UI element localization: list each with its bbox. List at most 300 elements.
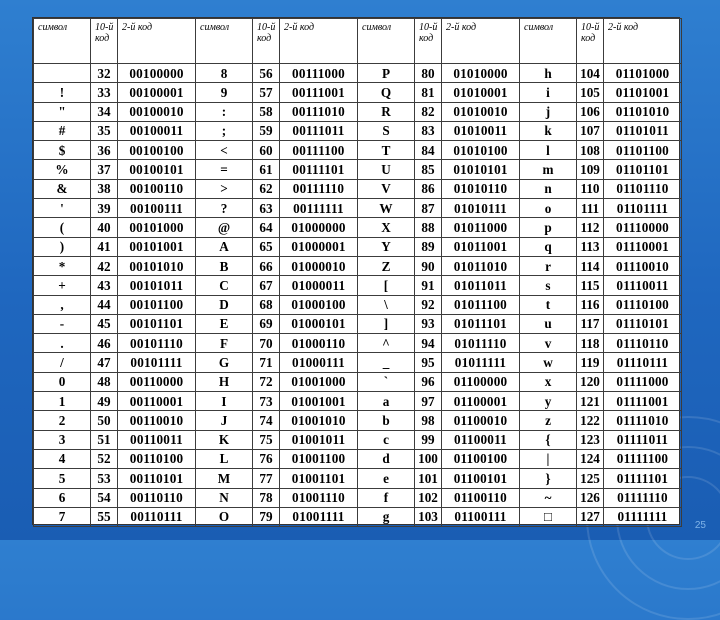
decimal-code-cell: 96 <box>415 372 442 391</box>
ascii-table-sheet <box>32 17 680 525</box>
binary-code-cell: 00101100 <box>118 295 196 314</box>
decimal-code-cell: 104 <box>577 64 604 83</box>
decimal-code-cell: 35 <box>91 121 118 140</box>
binary-code-cell: 00110110 <box>118 488 196 507</box>
binary-code-cell: 01111001 <box>604 392 682 411</box>
symbol-cell: [ <box>358 276 415 295</box>
table-body <box>34 64 682 527</box>
decimal-code-cell: 99 <box>415 430 442 449</box>
binary-code-cell: 00111100 <box>280 141 358 160</box>
binary-code-cell: 01110000 <box>604 218 682 237</box>
symbol-cell: J <box>196 411 253 430</box>
binary-code-cell: 01111010 <box>604 411 682 430</box>
symbol-cell: r <box>520 256 577 275</box>
decimal-code-cell: 88 <box>415 218 442 237</box>
symbol-cell: @ <box>196 218 253 237</box>
symbol-cell: D <box>196 295 253 314</box>
table-row <box>34 102 682 121</box>
binary-code-cell: 01101111 <box>604 199 682 218</box>
symbol-cell: q <box>520 237 577 256</box>
binary-code-cell: 01100111 <box>442 507 520 526</box>
symbol-cell: p <box>520 218 577 237</box>
decimal-code-cell: 46 <box>91 334 118 353</box>
binary-code-cell: 01101110 <box>604 179 682 198</box>
table-row <box>34 276 682 295</box>
binary-code-cell: 01011010 <box>442 256 520 275</box>
symbol-cell: ! <box>34 83 91 102</box>
header-bin-code: 2-й код <box>442 19 520 64</box>
binary-code-cell: 01010110 <box>442 179 520 198</box>
binary-code-cell: 01100011 <box>442 430 520 449</box>
table-header-row <box>34 19 682 64</box>
symbol-cell: 2 <box>34 411 91 430</box>
decimal-code-cell: 95 <box>415 353 442 372</box>
binary-code-cell: 01111101 <box>604 469 682 488</box>
binary-code-cell: 00101011 <box>118 276 196 295</box>
symbol-cell: e <box>358 469 415 488</box>
binary-code-cell: 01000010 <box>280 256 358 275</box>
decimal-code-cell: 114 <box>577 256 604 275</box>
table-row <box>34 449 682 468</box>
decimal-code-cell: 49 <box>91 392 118 411</box>
header-bin-code: 2-й код <box>280 19 358 64</box>
decimal-code-cell: 60 <box>253 141 280 160</box>
decimal-code-cell: 37 <box>91 160 118 179</box>
binary-code-cell: 01010001 <box>442 83 520 102</box>
decimal-code-cell: 102 <box>415 488 442 507</box>
decimal-code-cell: 36 <box>91 141 118 160</box>
symbol-cell: _ <box>358 353 415 372</box>
binary-code-cell: 01010100 <box>442 141 520 160</box>
symbol-cell: ^ <box>358 334 415 353</box>
decimal-code-cell: 98 <box>415 411 442 430</box>
symbol-cell: u <box>520 314 577 333</box>
table-row <box>34 488 682 507</box>
binary-code-cell: 00100100 <box>118 141 196 160</box>
binary-code-cell: 01101101 <box>604 160 682 179</box>
decimal-code-cell: 120 <box>577 372 604 391</box>
symbol-cell: = <box>196 160 253 179</box>
symbol-cell: & <box>34 179 91 198</box>
header-symbol: символ <box>358 19 415 64</box>
binary-code-cell: 00110101 <box>118 469 196 488</box>
symbol-cell: 7 <box>34 507 91 526</box>
decimal-code-cell: 126 <box>577 488 604 507</box>
decimal-code-cell: 44 <box>91 295 118 314</box>
decimal-code-cell: 119 <box>577 353 604 372</box>
decimal-code-cell: 110 <box>577 179 604 198</box>
symbol-cell: " <box>34 102 91 121</box>
decimal-code-cell: 111 <box>577 199 604 218</box>
binary-code-cell: 01011011 <box>442 276 520 295</box>
symbol-cell: K <box>196 430 253 449</box>
binary-code-cell: 00111110 <box>280 179 358 198</box>
symbol-cell: E <box>196 314 253 333</box>
symbol-cell: ~ <box>520 488 577 507</box>
decimal-code-cell: 53 <box>91 469 118 488</box>
decimal-code-cell: 50 <box>91 411 118 430</box>
decimal-code-cell: 59 <box>253 121 280 140</box>
decimal-code-cell: 34 <box>91 102 118 121</box>
decimal-code-cell: 113 <box>577 237 604 256</box>
symbol-cell: : <box>196 102 253 121</box>
symbol-cell: W <box>358 199 415 218</box>
symbol-cell: M <box>196 469 253 488</box>
symbol-cell: v <box>520 334 577 353</box>
decimal-code-cell: 90 <box>415 256 442 275</box>
binary-code-cell: 01100101 <box>442 469 520 488</box>
decimal-code-cell: 39 <box>91 199 118 218</box>
symbol-cell: 5 <box>34 469 91 488</box>
symbol-cell: # <box>34 121 91 140</box>
symbol-cell: X <box>358 218 415 237</box>
symbol-cell <box>34 64 91 83</box>
binary-code-cell: 00100000 <box>118 64 196 83</box>
binary-code-cell: 00111111 <box>280 199 358 218</box>
binary-code-cell: 01001110 <box>280 488 358 507</box>
binary-code-cell: 00101111 <box>118 353 196 372</box>
decimal-code-cell: 112 <box>577 218 604 237</box>
table-row <box>34 199 682 218</box>
header-dec-code: 10-й код <box>577 19 604 64</box>
symbol-cell: . <box>34 334 91 353</box>
symbol-cell: □ <box>520 507 577 526</box>
binary-code-cell: 01011001 <box>442 237 520 256</box>
decimal-code-cell: 103 <box>415 507 442 526</box>
binary-code-cell: 01011100 <box>442 295 520 314</box>
decimal-code-cell: 33 <box>91 83 118 102</box>
binary-code-cell: 00101001 <box>118 237 196 256</box>
symbol-cell: n <box>520 179 577 198</box>
decimal-code-cell: 84 <box>415 141 442 160</box>
symbol-cell: I <box>196 392 253 411</box>
symbol-cell: - <box>34 314 91 333</box>
symbol-cell: / <box>34 353 91 372</box>
table-row <box>34 314 682 333</box>
binary-code-cell: 01001011 <box>280 430 358 449</box>
symbol-cell: s <box>520 276 577 295</box>
table-row <box>34 160 682 179</box>
binary-code-cell: 00110111 <box>118 507 196 526</box>
binary-code-cell: 01011111 <box>442 353 520 372</box>
decimal-code-cell: 61 <box>253 160 280 179</box>
symbol-cell: m <box>520 160 577 179</box>
binary-code-cell: 01010000 <box>442 64 520 83</box>
decimal-code-cell: 74 <box>253 411 280 430</box>
binary-code-cell: 01000001 <box>280 237 358 256</box>
symbol-cell: l <box>520 141 577 160</box>
symbol-cell: T <box>358 141 415 160</box>
header-symbol: символ <box>196 19 253 64</box>
symbol-cell: z <box>520 411 577 430</box>
table-row <box>34 507 682 526</box>
table-row <box>34 64 682 83</box>
decimal-code-cell: 81 <box>415 83 442 102</box>
binary-code-cell: 01100010 <box>442 411 520 430</box>
symbol-cell: } <box>520 469 577 488</box>
decimal-code-cell: 64 <box>253 218 280 237</box>
header-dec-code: 10-й код <box>253 19 280 64</box>
decimal-code-cell: 127 <box>577 507 604 526</box>
binary-code-cell: 01000111 <box>280 353 358 372</box>
decimal-code-cell: 117 <box>577 314 604 333</box>
symbol-cell: { <box>520 430 577 449</box>
decimal-code-cell: 56 <box>253 64 280 83</box>
binary-code-cell: 01010111 <box>442 199 520 218</box>
symbol-cell: L <box>196 449 253 468</box>
table-row <box>34 392 682 411</box>
symbol-cell: j <box>520 102 577 121</box>
symbol-cell: S <box>358 121 415 140</box>
binary-code-cell: 01100000 <box>442 372 520 391</box>
binary-code-cell: 00101010 <box>118 256 196 275</box>
decimal-code-cell: 80 <box>415 64 442 83</box>
decimal-code-cell: 43 <box>91 276 118 295</box>
decimal-code-cell: 65 <box>253 237 280 256</box>
decimal-code-cell: 57 <box>253 83 280 102</box>
decimal-code-cell: 89 <box>415 237 442 256</box>
binary-code-cell: 00111000 <box>280 64 358 83</box>
binary-code-cell: 00110011 <box>118 430 196 449</box>
decimal-code-cell: 87 <box>415 199 442 218</box>
binary-code-cell: 00111001 <box>280 83 358 102</box>
ascii-code-table <box>33 18 682 527</box>
table-row <box>34 83 682 102</box>
decimal-code-cell: 115 <box>577 276 604 295</box>
binary-code-cell: 01110010 <box>604 256 682 275</box>
symbol-cell: w <box>520 353 577 372</box>
binary-code-cell: 00100111 <box>118 199 196 218</box>
binary-code-cell: 01000011 <box>280 276 358 295</box>
decimal-code-cell: 106 <box>577 102 604 121</box>
symbol-cell: * <box>34 256 91 275</box>
header-symbol: символ <box>520 19 577 64</box>
binary-code-cell: 01001010 <box>280 411 358 430</box>
symbol-cell: C <box>196 276 253 295</box>
table-row <box>34 218 682 237</box>
decimal-code-cell: 68 <box>253 295 280 314</box>
binary-code-cell: 01010101 <box>442 160 520 179</box>
symbol-cell: P <box>358 64 415 83</box>
table-row <box>34 469 682 488</box>
symbol-cell: ] <box>358 314 415 333</box>
binary-code-cell: 01110100 <box>604 295 682 314</box>
decimal-code-cell: 48 <box>91 372 118 391</box>
decimal-code-cell: 101 <box>415 469 442 488</box>
binary-code-cell: 01101011 <box>604 121 682 140</box>
binary-code-cell: 00100001 <box>118 83 196 102</box>
table-row <box>34 411 682 430</box>
binary-code-cell: 01000110 <box>280 334 358 353</box>
binary-code-cell: 01111110 <box>604 488 682 507</box>
decimal-code-cell: 71 <box>253 353 280 372</box>
decimal-code-cell: 82 <box>415 102 442 121</box>
symbol-cell: 6 <box>34 488 91 507</box>
binary-code-cell: 01111000 <box>604 372 682 391</box>
binary-code-cell: 00100010 <box>118 102 196 121</box>
binary-code-cell: 01001100 <box>280 449 358 468</box>
decimal-code-cell: 41 <box>91 237 118 256</box>
symbol-cell: Y <box>358 237 415 256</box>
decimal-code-cell: 121 <box>577 392 604 411</box>
binary-code-cell: 00101000 <box>118 218 196 237</box>
binary-code-cell: 01101100 <box>604 141 682 160</box>
decimal-code-cell: 122 <box>577 411 604 430</box>
header-symbol: символ <box>34 19 91 64</box>
table-row <box>34 141 682 160</box>
header-dec-code: 10-й код <box>415 19 442 64</box>
decimal-code-cell: 109 <box>577 160 604 179</box>
decimal-code-cell: 63 <box>253 199 280 218</box>
symbol-cell: A <box>196 237 253 256</box>
symbol-cell: R <box>358 102 415 121</box>
decimal-code-cell: 72 <box>253 372 280 391</box>
binary-code-cell: 01100001 <box>442 392 520 411</box>
binary-code-cell: 01010010 <box>442 102 520 121</box>
header-dec-code: 10-й код <box>91 19 118 64</box>
symbol-cell: h <box>520 64 577 83</box>
symbol-cell: B <box>196 256 253 275</box>
symbol-cell: 8 <box>196 64 253 83</box>
binary-code-cell: 01110011 <box>604 276 682 295</box>
table-row <box>34 121 682 140</box>
decimal-code-cell: 123 <box>577 430 604 449</box>
binary-code-cell: 01101001 <box>604 83 682 102</box>
decimal-code-cell: 38 <box>91 179 118 198</box>
decimal-code-cell: 125 <box>577 469 604 488</box>
decimal-code-cell: 62 <box>253 179 280 198</box>
decimal-code-cell: 58 <box>253 102 280 121</box>
symbol-cell: | <box>520 449 577 468</box>
binary-code-cell: 01001000 <box>280 372 358 391</box>
binary-code-cell: 01101010 <box>604 102 682 121</box>
binary-code-cell: 00111011 <box>280 121 358 140</box>
decimal-code-cell: 32 <box>91 64 118 83</box>
symbol-cell: g <box>358 507 415 526</box>
symbol-cell: c <box>358 430 415 449</box>
decimal-code-cell: 91 <box>415 276 442 295</box>
binary-code-cell: 01011000 <box>442 218 520 237</box>
decimal-code-cell: 105 <box>577 83 604 102</box>
binary-code-cell: 01110111 <box>604 353 682 372</box>
decimal-code-cell: 40 <box>91 218 118 237</box>
decimal-code-cell: 77 <box>253 469 280 488</box>
table-row <box>34 430 682 449</box>
symbol-cell: 0 <box>34 372 91 391</box>
binary-code-cell: 00110010 <box>118 411 196 430</box>
symbol-cell: ' <box>34 199 91 218</box>
table-row <box>34 353 682 372</box>
binary-code-cell: 01010011 <box>442 121 520 140</box>
decimal-code-cell: 51 <box>91 430 118 449</box>
symbol-cell: Q <box>358 83 415 102</box>
binary-code-cell: 00100110 <box>118 179 196 198</box>
binary-code-cell: 01000101 <box>280 314 358 333</box>
symbol-cell: O <box>196 507 253 526</box>
binary-code-cell: 00111101 <box>280 160 358 179</box>
symbol-cell: k <box>520 121 577 140</box>
symbol-cell: N <box>196 488 253 507</box>
binary-code-cell: 01100110 <box>442 488 520 507</box>
decimal-code-cell: 118 <box>577 334 604 353</box>
symbol-cell: $ <box>34 141 91 160</box>
header-bin-code: 2-й код <box>604 19 682 64</box>
binary-code-cell: 00110100 <box>118 449 196 468</box>
binary-code-cell: 00100101 <box>118 160 196 179</box>
decimal-code-cell: 85 <box>415 160 442 179</box>
header-bin-code: 2-й код <box>118 19 196 64</box>
binary-code-cell: 01001001 <box>280 392 358 411</box>
binary-code-cell: 01110101 <box>604 314 682 333</box>
decimal-code-cell: 75 <box>253 430 280 449</box>
symbol-cell: 1 <box>34 392 91 411</box>
symbol-cell: 3 <box>34 430 91 449</box>
binary-code-cell: 00110000 <box>118 372 196 391</box>
decimal-code-cell: 70 <box>253 334 280 353</box>
binary-code-cell: 00101110 <box>118 334 196 353</box>
symbol-cell: U <box>358 160 415 179</box>
symbol-cell: ; <box>196 121 253 140</box>
table-row <box>34 334 682 353</box>
symbol-cell: d <box>358 449 415 468</box>
binary-code-cell: 01101000 <box>604 64 682 83</box>
symbol-cell: G <box>196 353 253 372</box>
decimal-code-cell: 116 <box>577 295 604 314</box>
decimal-code-cell: 92 <box>415 295 442 314</box>
decimal-code-cell: 55 <box>91 507 118 526</box>
decimal-code-cell: 76 <box>253 449 280 468</box>
binary-code-cell: 01011110 <box>442 334 520 353</box>
binary-code-cell: 01001101 <box>280 469 358 488</box>
decimal-code-cell: 66 <box>253 256 280 275</box>
decimal-code-cell: 78 <box>253 488 280 507</box>
symbol-cell: a <box>358 392 415 411</box>
decimal-code-cell: 42 <box>91 256 118 275</box>
binary-code-cell: 00110001 <box>118 392 196 411</box>
decimal-code-cell: 67 <box>253 276 280 295</box>
decimal-code-cell: 79 <box>253 507 280 526</box>
binary-code-cell: 01000100 <box>280 295 358 314</box>
symbol-cell: V <box>358 179 415 198</box>
symbol-cell: f <box>358 488 415 507</box>
symbol-cell: > <box>196 179 253 198</box>
decimal-code-cell: 69 <box>253 314 280 333</box>
decimal-code-cell: 100 <box>415 449 442 468</box>
table-row <box>34 237 682 256</box>
table-row <box>34 256 682 275</box>
decimal-code-cell: 97 <box>415 392 442 411</box>
decimal-code-cell: 54 <box>91 488 118 507</box>
decimal-code-cell: 83 <box>415 121 442 140</box>
decimal-code-cell: 47 <box>91 353 118 372</box>
slide-number: 25 <box>694 520 706 531</box>
decimal-code-cell: 73 <box>253 392 280 411</box>
symbol-cell: F <box>196 334 253 353</box>
symbol-cell: ? <box>196 199 253 218</box>
decimal-code-cell: 52 <box>91 449 118 468</box>
symbol-cell: t <box>520 295 577 314</box>
binary-code-cell: 01111011 <box>604 430 682 449</box>
binary-code-cell: 01100100 <box>442 449 520 468</box>
symbol-cell: i <box>520 83 577 102</box>
binary-code-cell: 01110001 <box>604 237 682 256</box>
table-row <box>34 179 682 198</box>
binary-code-cell: 01001111 <box>280 507 358 526</box>
binary-code-cell: 00111010 <box>280 102 358 121</box>
binary-code-cell: 01111111 <box>604 507 682 526</box>
table-row <box>34 295 682 314</box>
binary-code-cell: 01000000 <box>280 218 358 237</box>
